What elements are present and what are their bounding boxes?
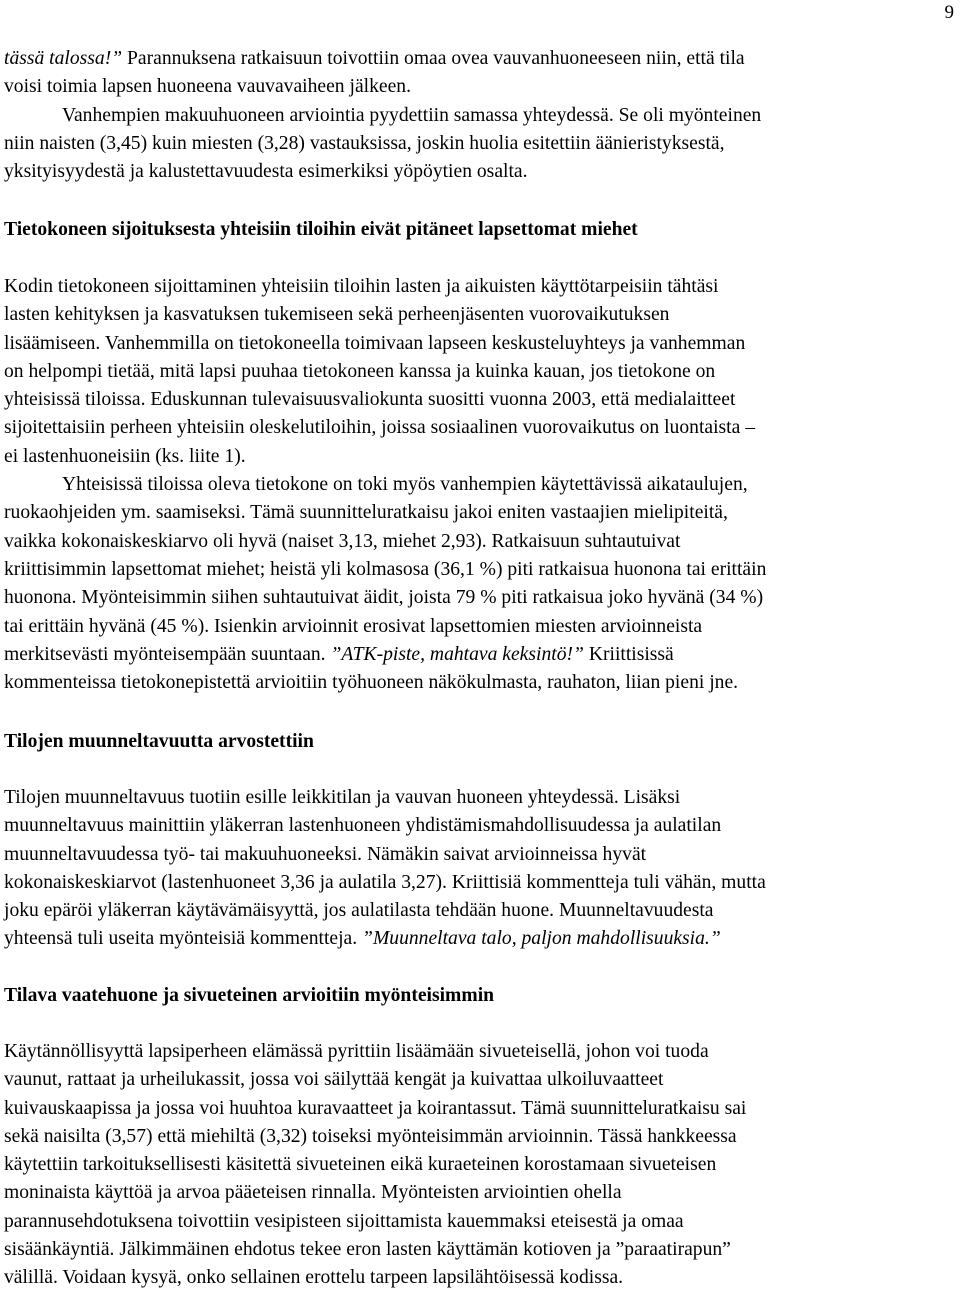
text-line: tässä talossa!” Parannuksena ratkaisuun toivottiin omaa ovea vauvanhuoneeseen niin, että tila (4, 48, 745, 69)
text-line: kokonaiskeskiarvot (lastenhuoneet 3,36 ja aulatila 3,27). Kriittisiä kommentteja tuli vähän, mutta (4, 871, 766, 893)
text-line: sijoitettaisiin perheen yhteisiin oleskelutiloihin, joissa sosiaalinen vuorovaikutus on luontaista – (4, 417, 755, 439)
text-line: Tilojen muunneltavuus tuotiin esille leikkitilan ja vauvan huoneen yhteydessä. Lisäksi (4, 787, 681, 808)
text-line: on helpompi tietää, mitä lapsi puuhaa tietokoneen kanssa ja kuinka kauan, jos tietokone on (4, 360, 716, 382)
text-line: välillä. Voidaan kysyä, onko sellainen erottelu tarpeen lapsilähtöisessä kodissa. (4, 1267, 624, 1289)
text-line: yhteensä tuli useita myönteisiä kommentteja. ”Muunneltava talo, paljon mahdollisuuksia.” (4, 928, 721, 950)
text-line: kuivauskaapissa ja jossa voi huuhtoa kuravaatteet ja koirantassut. Tämä suunnitteluratkaisu sai (4, 1097, 747, 1119)
text-line: kommenteissa tietokonepistettä arvioitiin työhuoneen näkökulmasta, rauhaton, liian pieni jne. (4, 672, 739, 694)
text-line: käytettiin tarkoituksellisesti käsitettä sivueteinen eikä kuraeteinen korostamaan sivueteisen (4, 1154, 717, 1176)
quote-italic: ”ATK-piste, mahtava keksintö!” (330, 643, 584, 665)
section-heading: Tilava vaatehuone ja sivueteinen arvioitiin myönteisimmin (4, 985, 495, 1006)
text-line: moninaista käyttöä ja arvoa pääeteisen rinnalla. Myönteisten arviointien ohella (4, 1182, 622, 1204)
text-line: vaikka kokonaiskeskiarvo oli hyvä (naiset 3,13, miehet 2,93). Ratkaisuun suhtautuivat (4, 530, 681, 552)
text-line: Kodin tietokoneen sijoittaminen yhteisiin tiloihin lasten ja aikuisten käyttötarpeisiin tähtäsi (4, 276, 719, 297)
text-line: lasten kehityksen ja kasvatuksen tukemiseen sekä perheenjäsenten vuorovaikutuksen (4, 304, 670, 326)
text-line: parannusehdotuksena toivottiin vesipisteen sijoittamista kauemmaksi eteisestä ja omaa (4, 1210, 684, 1232)
text-line: niin naisten (3,45) kuin miesten (3,28) vastauksissa, joskin huolia esitettiin äänieristyksestä, (4, 132, 725, 154)
text-line: Vanhempien makuuhuoneen arviointia pyydettiin samassa yhteydessä. Se oli myönteinen (62, 104, 762, 126)
text-line: voisi toimia lapsen huoneena vauvavaiheen jälkeen. (4, 76, 411, 98)
quote-italic: ”Muunneltava talo, paljon mahdollisuuksia.” (362, 928, 721, 950)
text-line: kriittisimmin lapsettomat miehet; heistä yli kolmasosa (36,1 %) piti ratkaisua huonona tai erittäin (4, 558, 767, 580)
text-line: tai erittäin hyvänä (45 %). Isienkin arvioinnit erosivat lapsettomien miesten arvioinneista (4, 615, 703, 637)
text-line: Käytännöllisyyttä lapsiperheen elämässä pyrittiin lisäämään sivueteisellä, johon voi tuoda (4, 1041, 709, 1062)
text-line: muunneltavuus mainittiin yläkerran lastenhuoneen yhdistämismahdollisuudessa ja aulatilan (4, 815, 722, 837)
text-line: joku epäröi yläkerran käytävämäisyyttä, jos aulatilasta tehdään huone. Muunneltavuudesta (4, 900, 714, 922)
text-line: muunneltavuudessa työ- tai makuuhuoneeksi. Nämäkin saivat arvioinneissa hyvät (4, 843, 647, 865)
section-heading: Tilojen muunneltavuutta arvostettiin (4, 731, 314, 752)
section-body (4, 784, 766, 954)
text-line: yhteisissä tiloissa. Eduskunnan tulevaisuusvaliokunta suositti vuonna 2003, että medialaitteet (4, 389, 736, 411)
section-heading: Tietokoneen sijoituksesta yhteisiin tiloihin eivät pitäneet lapsettomat miehet (4, 219, 638, 240)
intro-paragraph (4, 45, 761, 186)
text-line: sekä naisilta (3,57) että miehiltä (3,32) toiseksi myönteisimmän arvioinnin. Tässä hankkeessa (4, 1125, 737, 1147)
text-line: vaunut, rattaat ja urheilukassit, jossa voi säilyttää kengät ja kuivattaa ulkoiluvaatteet (4, 1069, 664, 1091)
section-body (4, 273, 766, 697)
text-line: huonona. Myönteisimmin siihen suhtautuivat äidit, joista 79 % piti ratkaisua joko hyvänä (34 %) (4, 587, 764, 609)
text-line: yksityisyydestä ja kalustettavuudesta esimerkiksi yöpöytien osalta. (4, 161, 528, 183)
section-body (4, 1038, 746, 1293)
text-line: lisäämiseen. Vanhemmilla on tietokoneella toimivaan lapseen keskusteluyhteys ja vanhemman (4, 332, 746, 354)
text-line: sisäänkäyntiä. Jälkimmäinen ehdotus tekee eron lasten käyttämän kotioven ja ”paraatirapun” (4, 1239, 731, 1261)
quote-italic: tässä talossa!” (4, 48, 123, 69)
text-line: merkitsevästi myönteisempään suuntaan. ”ATK-piste, mahtava keksintö!” Kriittisissä (4, 643, 674, 665)
text-line: Yhteisissä tiloissa oleva tietokone on toki myös vanhempien käytettävissä aikataulujen, (62, 474, 748, 496)
text-line: ei lastenhuoneisiin (ks. liite 1). (4, 445, 246, 467)
text-line: ruokaohjeiden ym. saamiseksi. Tämä suunnitteluratkaisu jakoi eniten vastaajien mielipiteitä, (4, 502, 728, 524)
page-number: 9 (944, 2, 954, 23)
